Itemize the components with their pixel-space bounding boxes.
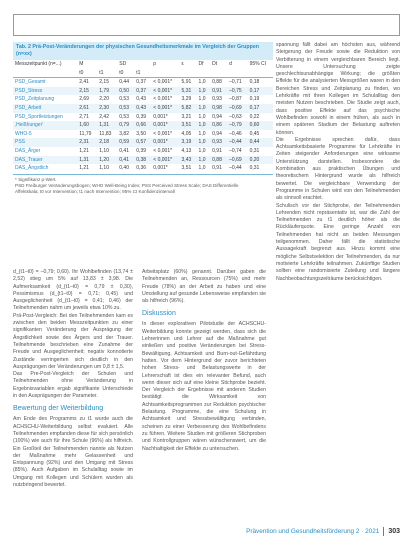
table-cell: –0,75 <box>227 87 247 96</box>
table-row <box>13 104 273 113</box>
table-body <box>13 78 273 173</box>
table-cell: –0,74 <box>229 147 242 154</box>
paragraph: In dieser explorativen Pilotstudie der ACHSCHU-Weiterbildung konnte gezeigt werden, dass sich die Lehrerinnen und Lehrer auf die Maßnahme gut einließen und positive Veränderungen bei Stress-Bewältigung, Achtsamkeit und Burn-out-Gefährdung hatten. Vor dem Hintergrund der zuvor berichteten hohen Stress- und Belastungswerte in der Lehrerschaft ist dies ein relevanter Befund, auch wenn dieser sich auf eine kleine Stichprobe bezieht. Der Vergleich der Ergebnisse mit anderen Studien bestätigt die Wirksamkeit von Achtsamkeitsprogrammen zur Reduktion psychischer Belastung. Programme, die eine Schulung in Achtsamkeit und Stressbewältigung verbinden, scheinen zu einer Verbesserung des Wohlbefindens zu führen. Weitere Studien mit größeren Stichproben und Kontrollgruppen wären wünschenswert, um die Nachhaltigkeit der Effekte zu untersuchen. <box>142 321 266 452</box>
table-cell: 11,79 <box>79 130 92 137</box>
table-cell: 0,86 <box>210 121 227 130</box>
column-header: p <box>153 61 157 67</box>
row-label: DAS_Ärger <box>15 147 41 154</box>
table-cell: 0,43 <box>136 96 147 103</box>
table-cell: 0,43 <box>134 104 151 113</box>
results-table <box>13 60 273 173</box>
table-cell: 2,31 <box>77 138 97 147</box>
table-cell: < 0,001* <box>151 87 179 96</box>
table-row <box>13 113 273 122</box>
table-cell: 2,15 <box>77 87 97 96</box>
table-cell: 2,30 <box>97 104 117 113</box>
table-cell: 0,50 <box>117 87 134 96</box>
row-label: DAS_Trauer <box>13 156 77 165</box>
table-cell: 0,40 <box>119 165 129 172</box>
table-cell: 1,0 <box>197 87 211 96</box>
row-label: PSD_Arbeit <box>13 104 77 113</box>
table-footnotes <box>13 174 273 195</box>
table-cell: –0,44 <box>229 165 242 172</box>
table-cell: 0,88 <box>210 156 227 165</box>
table-cell: 1,0 <box>197 156 211 165</box>
table-cell: 2,42 <box>99 113 109 120</box>
table-cell: –0,46 <box>229 130 242 137</box>
table-cell: 0,44 <box>119 79 129 86</box>
table-cell: < 0,001* <box>153 79 173 86</box>
table-caption: Tab. 2 Prä-Post-Veränderungen der physischen Gesundheitsmerkmale im Vergleich der Gruppen (n=xx) <box>13 42 273 60</box>
table-cell: 0,17 <box>248 87 273 96</box>
table-cell: 11,83 <box>99 130 112 137</box>
table-cell: 0,18 <box>249 79 260 86</box>
table-cell: 5,31 <box>180 87 197 96</box>
table-cell: 0,57 <box>134 138 151 147</box>
column-subheader: t1 <box>134 69 151 78</box>
column-header <box>134 60 151 69</box>
table-cell: –0,71 <box>229 79 242 86</box>
table-cell: 1,31 <box>77 156 97 165</box>
column-header: Dt <box>212 61 218 67</box>
table-cell: 3,50 <box>136 130 147 137</box>
table-cell: 2,69 <box>79 96 89 103</box>
table-cell: 0,39 <box>136 113 147 120</box>
table-cell: 1,21 <box>79 165 89 172</box>
column-subheader <box>13 69 77 78</box>
table-cell: –0,63 <box>229 113 242 120</box>
table-cell: 0,22 <box>249 113 260 120</box>
table-cell: 0,17 <box>248 104 273 113</box>
column-subheader: t0 <box>117 69 134 78</box>
row-label: ‚Heißhunger‘ <box>13 121 77 130</box>
table-cell: 2,71 <box>79 113 89 120</box>
table-row <box>13 121 273 130</box>
results-table-block <box>13 42 273 195</box>
table-cell: 2,41 <box>79 79 89 86</box>
table-cell: < 0,001* <box>151 156 179 165</box>
table-cell: 1,0 <box>198 147 206 154</box>
table-cell: 0,53 <box>119 96 129 103</box>
table-cell: 1,10 <box>99 165 109 172</box>
column-subheader <box>227 69 247 78</box>
column-subheader <box>197 69 211 78</box>
table-cell: 1,0 <box>197 138 211 147</box>
table-cell: 2,15 <box>99 79 109 86</box>
row-label: PSD_Stress <box>13 87 77 96</box>
table-header-row <box>13 60 273 69</box>
table-cell: 0,31 <box>249 147 260 154</box>
table-cell: 0,001* <box>151 138 179 147</box>
table-cell: 2,18 <box>97 138 117 147</box>
table-cell: 1,10 <box>99 147 109 154</box>
column-subheader <box>180 69 197 78</box>
footnote-line: PSD Freiburger Veränderungsbogen; WHO Well-Being Index; PSS Perceived Stress Scale; DAS Differentielle <box>15 182 239 188</box>
column-header: Messzeitpunkt (n=...) <box>15 61 62 67</box>
table-cell: 0,93 <box>212 96 222 103</box>
row-label: DAS_Ängstlich <box>15 165 49 172</box>
table-row <box>13 147 273 156</box>
table-cell: 0,36 <box>136 165 147 172</box>
table-cell: 0,37 <box>134 87 151 96</box>
table-cell: 3,82 <box>119 130 129 137</box>
table-cell: 0,53 <box>119 113 129 120</box>
table-cell: 0,19 <box>249 96 260 103</box>
table-cell: 1,79 <box>97 87 117 96</box>
footnote-line: Affektskala; t0 vor Intervention; t1 nach Intervention; 95% CI Konfidenzintervall <box>15 188 175 194</box>
table-cell: 0,31 <box>249 165 260 172</box>
table-cell: < 0,001* <box>151 104 179 113</box>
table-cell: 1,0 <box>198 96 206 103</box>
table-cell: –0,79 <box>227 121 247 130</box>
text-column-1 <box>13 269 133 489</box>
table-cell: 1,0 <box>198 113 206 120</box>
table-cell: 0,41 <box>119 147 129 154</box>
table-subheader-row <box>13 69 273 78</box>
table-cell: 1,20 <box>97 156 117 165</box>
table-cell: 0,91 <box>210 87 227 96</box>
table-cell: 0,88 <box>212 79 222 86</box>
paragraph: Arbeitsplatz (60%) genannt. Darüber gaben die Teilnehmenden an, Ressourcen (75%) und mehr Freude (78%) an der Arbeit zu haben und eine Umstellung auf gesunde Lebensweise empfanden sie als hilfreich (96%). <box>142 269 266 305</box>
table-cell: –0,69 <box>227 104 247 113</box>
column-subheader: t1 <box>97 69 117 78</box>
paragraph: spannung fällt dabei am höchsten aus, während Steigerung der Freude sowie die Reduktion von Verbitterung in einem vergleichbaren Bereich liegt. Unsere Untersuchung zeigte geschlechtsunabhängige Wirkung; die größten Effekte für die analysierten Messgrößen waren in den Bereichen Stress und Zeitplanung zu finden, wo Lehrkräfte mit ihren Kollegen im Schulalltag den meisten Nutzen beschrieben. Die Studie zeigt auch, dass positive Effekte auf das psychische Wohlbefinden sowohl in einem frühen, als auch in einem späteren Stadium der Belastung auftreten können. <box>276 42 400 136</box>
row-label: WHO-5 <box>15 130 32 137</box>
table-cell: 0,44 <box>248 138 273 147</box>
table-cell: 0,41 <box>117 156 134 165</box>
table-cell: 0,38 <box>134 156 151 165</box>
table-cell: 0,39 <box>136 147 147 154</box>
column-header: 95% CI <box>249 61 267 67</box>
row-label: PSD_Sportleistungen <box>15 113 63 120</box>
column-header <box>97 60 117 69</box>
column-subheader: t0 <box>77 69 97 78</box>
table-cell: 1,60 <box>77 121 97 130</box>
table-cell: 0,93 <box>210 138 227 147</box>
table-cell: 3,51 <box>180 121 197 130</box>
column-header: SD <box>119 61 127 67</box>
page-footer <box>246 527 400 536</box>
row-label: PSS <box>13 138 77 147</box>
table-cell: 1,0 <box>198 165 206 172</box>
table-row <box>13 138 273 147</box>
table-cell: 0,60 <box>248 121 273 130</box>
table-row <box>13 95 273 104</box>
table-cell: 3,19 <box>180 138 197 147</box>
paragraph: Schulisch vor der Stichprobe, der Teilnehmenden Lehrenden nicht repräsentativ ist, war die Zahl der Teilnehmenden zu t1 deutlich höher als die Rückläuferquote. Eine geringe Anzahl von Teilnehmenden hat nicht an beiden Messungen teilgenommen. Daher fällt die statistische Aussagekraft begrenzt aus. Hinzu kommt eine mögliche Selbstselektion der Teilnehmenden, da nur motivierte Lehrkräfte teilnahmen. Zukünftige Studien sollten eine randomisierte Zuteilung und längere Nachbeobachtungszeiträume berücksichtigen. <box>276 202 400 282</box>
table-cell: 5,91 <box>181 79 192 86</box>
table-cell: 0,91 <box>212 165 222 172</box>
table-row <box>13 164 273 173</box>
table-row <box>13 78 273 87</box>
column-header: M <box>79 61 84 67</box>
table-cell: < 0,001* <box>153 130 173 137</box>
footnote-line: * Signifikanz p-Wert. <box>15 176 57 182</box>
table-cell: 0,59 <box>117 138 134 147</box>
table-cell: 1,31 <box>97 121 117 130</box>
table-cell: 3,51 <box>181 165 192 172</box>
table-cell: –0,87 <box>229 96 242 103</box>
column-header: Df <box>198 61 204 67</box>
paragraph: Am Ende des Programms zu t1 wurde auch die ACHSCHU-Weiterbildung selbst evaluiert. Alle Teilnehmenden empfanden diese für sich persönlich (100%) wie auch für ihre Schule (96%) als hilfreich. Ein Großteil der Teilnehmenden nannte als Nutzen der Maßnahme mehr Gelassenheit und Entspannung (92%) und den Umgang mit Stress (85%). Auch Aufgaben im Schulalltag sowie im Umgang mit Kollegen und Schülern wurden als nutzbringend bewertet. <box>13 416 133 489</box>
page-number: 303 <box>388 528 400 535</box>
section-heading: Diskussion <box>142 310 176 318</box>
table-cell: 1,0 <box>198 130 206 137</box>
table-cell: 0,66 <box>134 121 151 130</box>
table-cell: –0,69 <box>227 156 247 165</box>
table-cell: < 0,001* <box>153 96 173 103</box>
table-cell: 4,05 <box>181 130 192 137</box>
paragraph: d_{t1–t0} = –0,79; 0,60). Ihr Wohlbefinden (13,74 ± 2,52) stieg um 5% auf 13,83 ± 3,98. Die Aufmerksamkeit (d_{t1–t0} = 0,79 ± 0,30), Pessimismus (d_{t1–t0} = 0,71; 0,45) und Ausgeglichenheit (d_{t1–t0} = 0,41; 0,46) der Teilnehmenden nahm um jeweils etwa 10% zu. <box>13 269 133 312</box>
column-subheader <box>151 69 179 78</box>
table-cell: 0,98 <box>210 104 227 113</box>
header-frame <box>13 14 400 36</box>
column-subheader <box>248 69 273 78</box>
row-label: PSD_Gesamt <box>15 79 46 86</box>
table-cell: 0,94 <box>212 113 222 120</box>
text-column-3 <box>276 42 400 283</box>
table-cell: 0,20 <box>248 156 273 165</box>
table-cell: 3,43 <box>180 156 197 165</box>
table-cell: 0,94 <box>212 130 222 137</box>
table-cell: –0,44 <box>227 138 247 147</box>
section-heading: Bewertung der Weiterbildung <box>13 405 104 413</box>
table-cell: 1,0 <box>197 104 211 113</box>
table-cell: 5,82 <box>180 104 197 113</box>
table-cell: 3,29 <box>181 96 192 103</box>
table-cell: 0,45 <box>249 130 260 137</box>
table-cell: 1,0 <box>197 121 211 130</box>
column-header: d <box>229 61 232 67</box>
table-cell: < 0,001* <box>153 147 173 154</box>
table-cell: 2,20 <box>99 96 109 103</box>
table-cell: 0,37 <box>136 79 147 86</box>
table-cell: 1,0 <box>198 79 206 86</box>
table-cell: 0,53 <box>117 104 134 113</box>
table-cell: 3,21 <box>181 113 192 120</box>
row-label: PSD_Zeitplanung <box>15 96 55 103</box>
table-cell: 0,001* <box>153 165 168 172</box>
table-cell: 1,21 <box>79 147 89 154</box>
journal-title: Prävention und Gesundheitsförderung 2 · 2021 <box>246 528 380 535</box>
table-cell: 0,001* <box>151 121 179 130</box>
paragraph: Prä-Post-Vergleich: Bei den Teilnehmenden kam es zwischen den beiden Messzeitpunkten zu einer signifikanten Veränderung der Ausprägung der Ängstlichkeit sowie des Ärgers und der Trauer. Teilnehmende beschrieben eine Zunahme der Freude und Ausgeglichenheit; negativ konnotierte Zustände verringerten sich deutlich in den Ausprägungen der Veränderungen um 0,8 ± 1,5. <box>13 312 133 370</box>
table-cell: 2,61 <box>77 104 97 113</box>
table-cell: 0,91 <box>212 147 222 154</box>
table-cell: 0,79 <box>117 121 134 130</box>
footer-divider <box>383 527 384 536</box>
column-header: ε <box>181 61 184 67</box>
column-subheader <box>210 69 227 78</box>
table-row <box>13 87 273 96</box>
table-cell: 4,13 <box>181 147 192 154</box>
table-row <box>13 130 273 139</box>
text-column-2 <box>142 269 266 453</box>
table-cell: 0,001* <box>153 113 168 120</box>
table-row <box>13 156 273 165</box>
paragraph: Die Ergebnisse sprechen dafür, dass Achtsamkeitsbasierte Programme für Lehrkräfte in Zeiten steigender Anforderungen eine wirksame Unterstützung darstellen. Insbesondere die Kombination aus praktischen Übungen und theoretischem Hintergrund wurde als hilfreich bewertet. Die vergleichbare Verwendung der Programme in Schulen wird von den Teilnehmenden als sinnvoll erachtet. <box>276 136 400 202</box>
paragraph: Das Pre-Post-Vergleich der Schulen und Teilnehmenden ohne Veränderung in Ergebnisvariablen ergab signifikante Unterschiede in den Ausprägungen der Parameter. <box>13 371 133 400</box>
